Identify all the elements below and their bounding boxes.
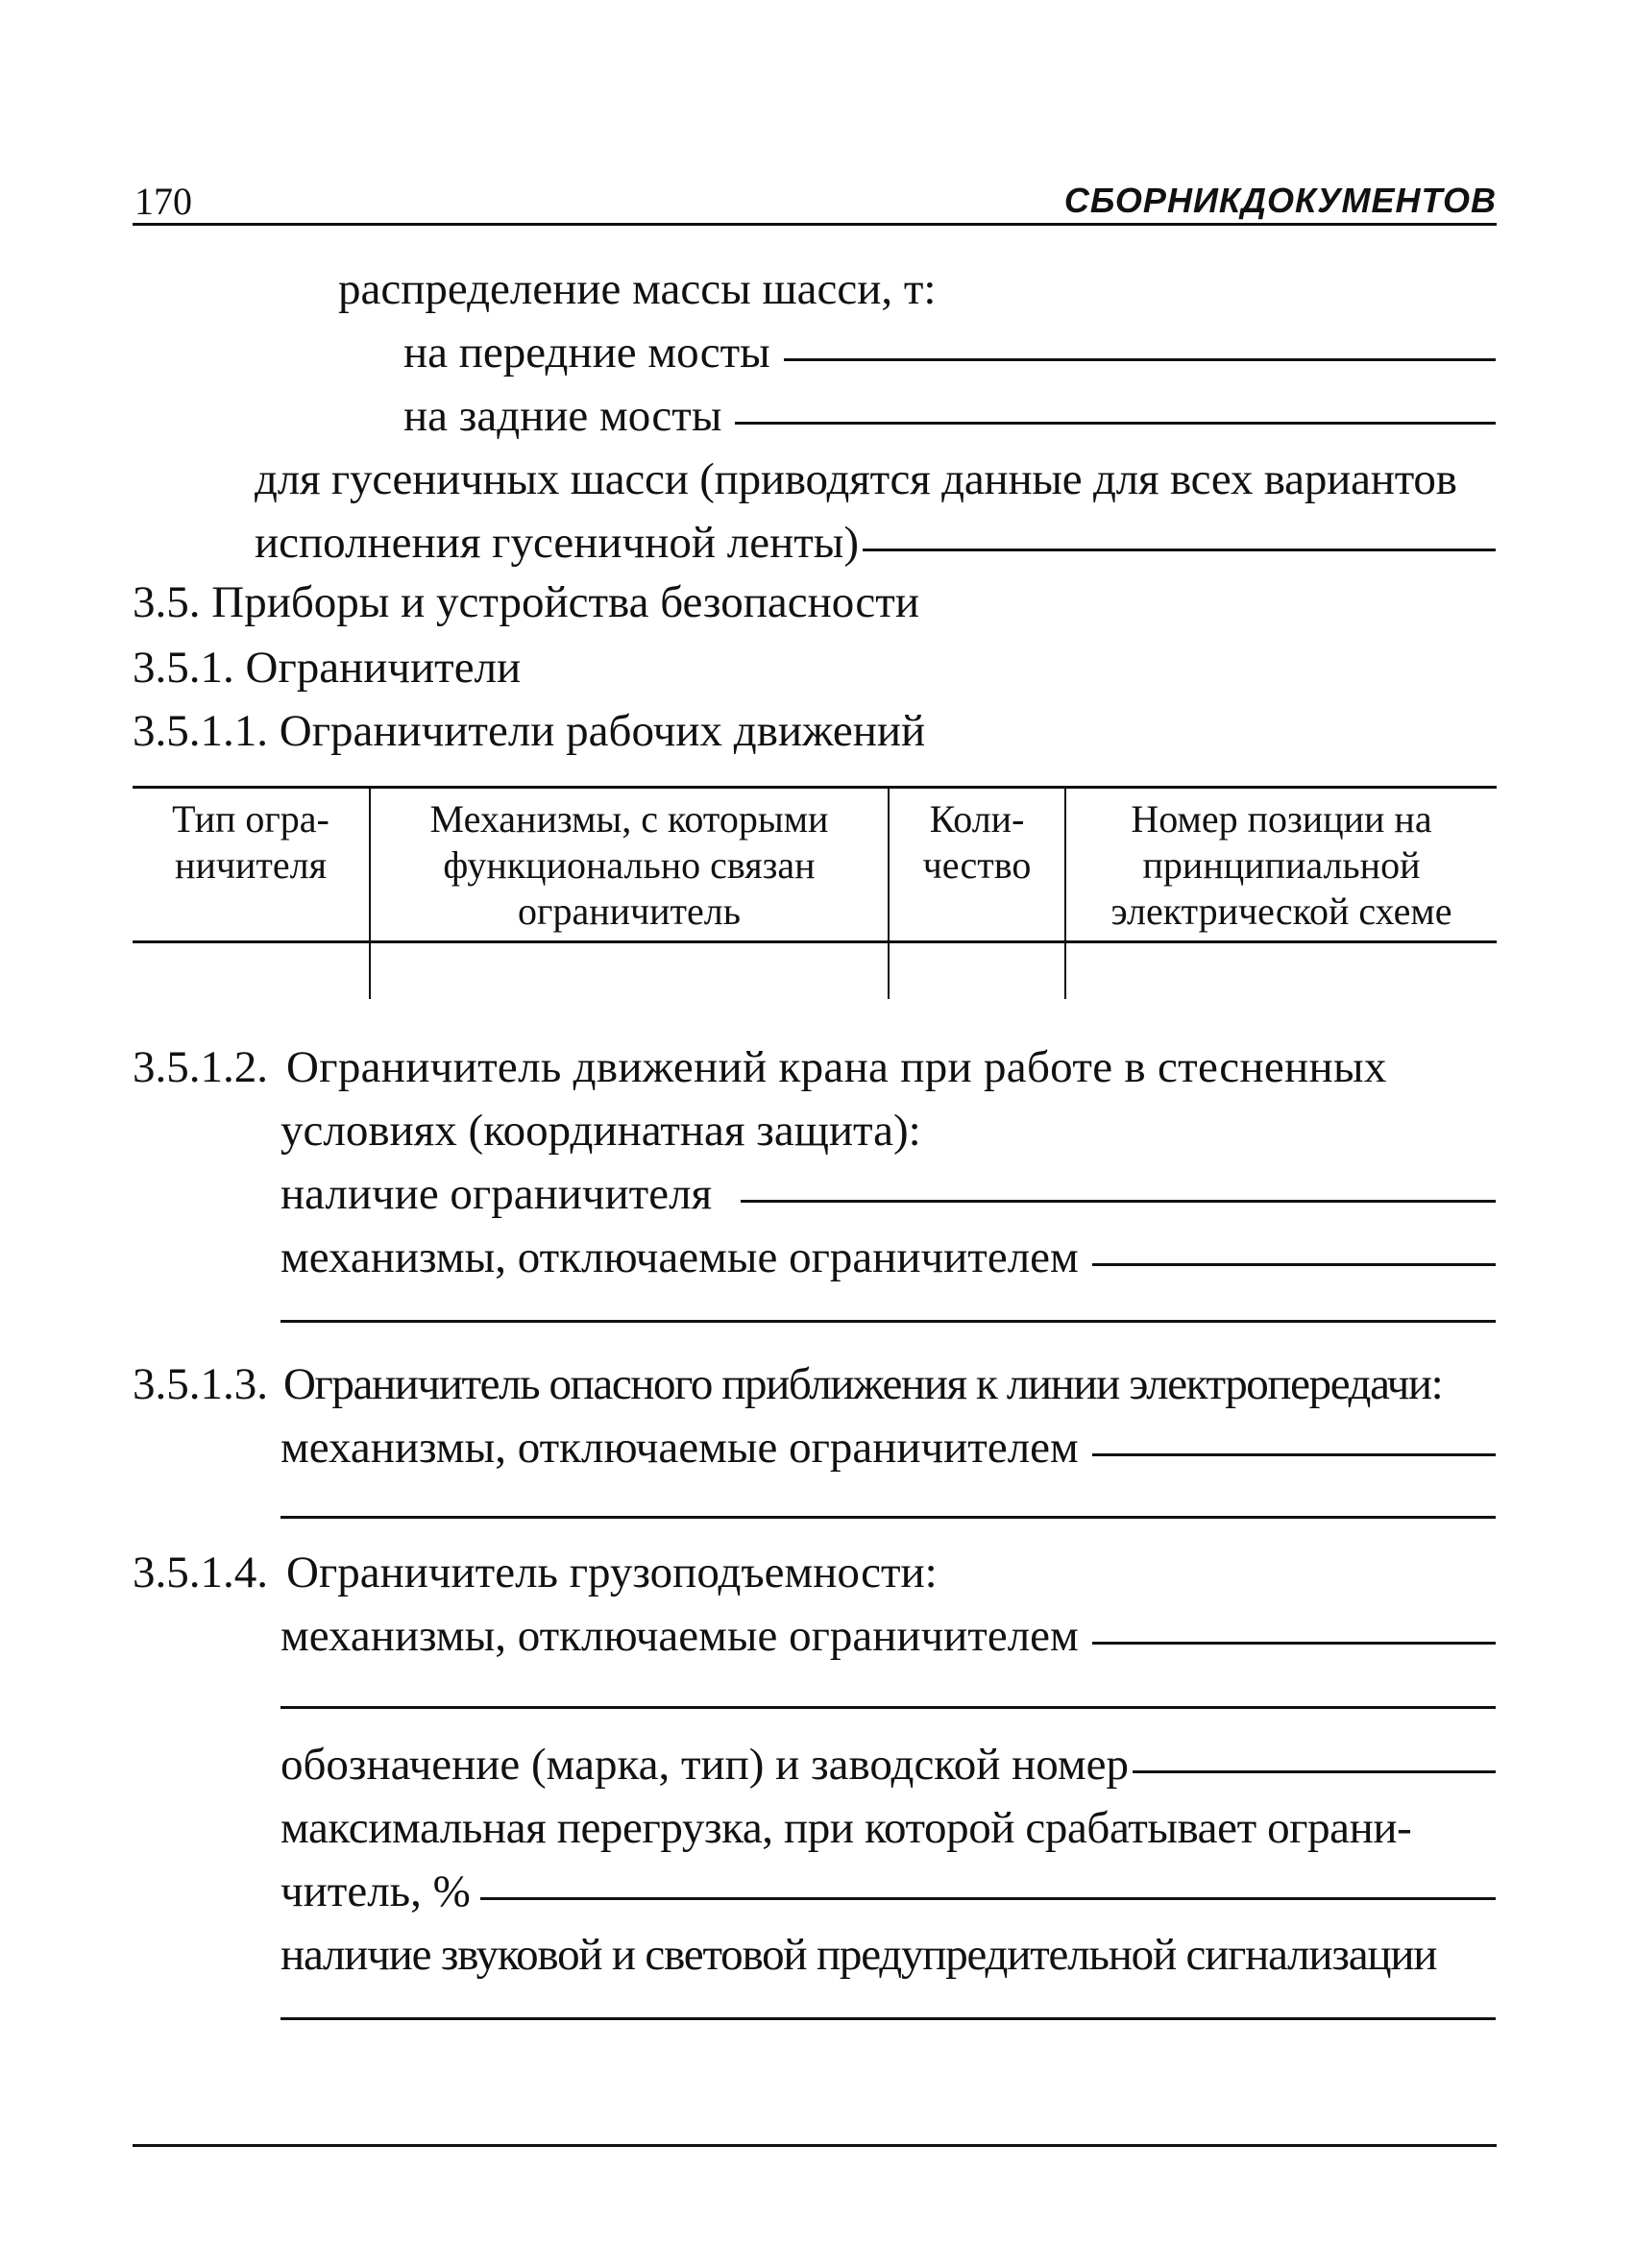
powerline-mechanisms-field[interactable]: [280, 1423, 1496, 1473]
table-cell-position[interactable]: [1065, 942, 1497, 1000]
header-rule: [133, 223, 1497, 226]
page-number: 170: [134, 180, 192, 223]
load-mechanisms-field[interactable]: [280, 1611, 1496, 1661]
load-mechanisms-extra-line[interactable]: [280, 1706, 1496, 1709]
tracked-chassis-blank[interactable]: [863, 549, 1496, 551]
powerline-mechanisms-blank[interactable]: [1092, 1453, 1496, 1456]
front-axles-blank[interactable]: [784, 358, 1496, 361]
powerline-mechanisms-extra-line[interactable]: [280, 1516, 1496, 1519]
signaling-blank[interactable]: [280, 2017, 1496, 2020]
col-header-position: [1065, 788, 1497, 942]
section-3-5-1-2-title-cont: условиях (координатная защита):: [280, 1106, 921, 1156]
coord-mechanisms-label: механизмы, отключаемые ограничителем: [280, 1232, 1079, 1282]
signaling-label: наличие звуковой и световой предупредительной сигнализации: [280, 1930, 1437, 1980]
coord-mechanisms-blank[interactable]: [1092, 1263, 1496, 1266]
header-line: функционально связан: [443, 843, 816, 887]
coord-mechanisms-field[interactable]: [280, 1232, 1496, 1282]
designation-blank[interactable]: [1133, 1770, 1496, 1773]
header-line: принципиальной: [1142, 843, 1421, 887]
col-header-mechanisms: [370, 788, 889, 942]
front-axles-field[interactable]: [403, 330, 1496, 376]
front-axles-label: на передние мосты: [403, 328, 770, 378]
bottom-rule: [133, 2144, 1497, 2147]
header-line: Тип огра-: [172, 797, 329, 841]
section-3-5-1-4-number: 3.5.1.4.: [133, 1548, 268, 1597]
designation-label: обозначение (марка, тип) и заводской номер: [280, 1740, 1130, 1790]
section-3-5-1-3-number: 3.5.1.3.: [133, 1359, 268, 1409]
rear-axles-blank[interactable]: [735, 422, 1496, 425]
section-3-5-heading: 3.5. Приборы и устройства безопасности: [133, 577, 919, 627]
table-cell-type[interactable]: [133, 942, 370, 1000]
designation-field[interactable]: [280, 1740, 1496, 1790]
overload-label-line1: максимальная перегрузка, при которой срабатывает ограни-: [280, 1803, 1412, 1853]
powerline-mechanisms-label: механизмы, отключаемые ограничителем: [280, 1423, 1079, 1473]
mass-distribution-title: распределение массы шасси, т:: [338, 264, 937, 314]
section-3-5-1-4-title: Ограничитель грузоподъемности:: [286, 1548, 938, 1597]
table-row: [133, 942, 1497, 1000]
header-line: Коли-: [929, 797, 1025, 841]
load-mechanisms-blank[interactable]: [1092, 1642, 1496, 1645]
header-line: электрической схеме: [1110, 890, 1452, 933]
limiters-table: [133, 786, 1497, 999]
rear-axles-field[interactable]: [403, 391, 1496, 441]
tracked-chassis-line1: для гусеничных шасси (приводятся данные для всех вариантов: [255, 454, 1457, 504]
section-3-5-1-1-heading: 3.5.1.1. Ограничители рабочих движений: [133, 706, 926, 756]
tracked-chassis-field[interactable]: [255, 518, 1496, 568]
section-3-5-1-heading: 3.5.1. Ограничители: [133, 643, 522, 693]
load-mechanisms-label: механизмы, отключаемые ограничителем: [280, 1611, 1079, 1661]
section-3-5-1-2-number: 3.5.1.2.: [133, 1042, 268, 1092]
rear-axles-label: на задние мосты: [403, 391, 722, 441]
header-line: Механизмы, с которыми: [429, 797, 829, 841]
limiter-presence-field[interactable]: [280, 1169, 1496, 1219]
limiter-presence-label: наличие ограничителя: [280, 1169, 713, 1219]
header-line: ничителя: [175, 843, 327, 887]
header-line: ограничитель: [518, 890, 741, 933]
section-3-5-1-2-title: Ограничитель движений крана при работе в стесненных: [286, 1042, 1387, 1092]
limiter-presence-blank[interactable]: [741, 1200, 1496, 1203]
header-line: Номер позиции на: [1131, 797, 1432, 841]
overload-label-line2: читель, %: [280, 1866, 471, 1916]
table-cell-mechanisms[interactable]: [370, 942, 889, 1000]
overload-field[interactable]: [280, 1866, 1496, 1916]
tracked-chassis-line2: исполнения гусеничной ленты): [255, 518, 859, 568]
coord-mechanisms-extra-line[interactable]: [280, 1320, 1496, 1323]
section-3-5-1-3-title: Ограничитель опасного приближения к линии электропередачи:: [283, 1359, 1443, 1409]
table-cell-quantity[interactable]: [889, 942, 1065, 1000]
col-header-quantity: [889, 788, 1065, 942]
overload-blank[interactable]: [480, 1897, 1496, 1900]
col-header-type: [133, 788, 370, 942]
header-line: чество: [922, 843, 1032, 887]
table-header-row: [133, 788, 1497, 942]
running-head: СБОРНИКДОКУМЕНТОВ: [1063, 181, 1497, 220]
